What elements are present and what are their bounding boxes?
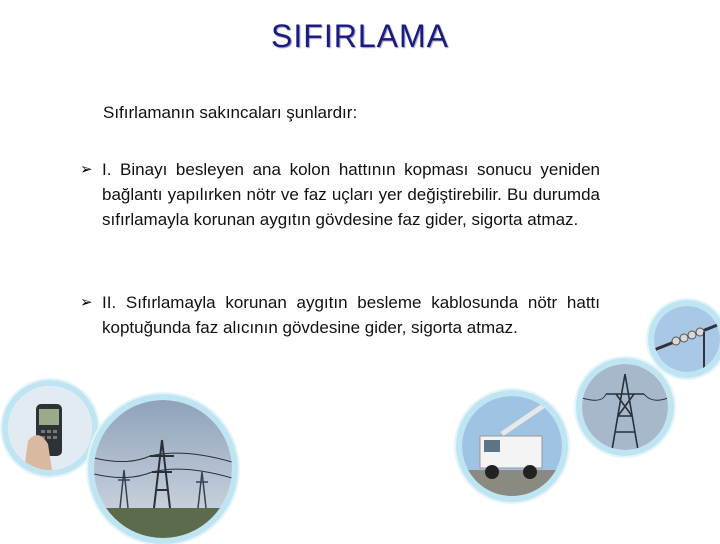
bullet-item-1 bbox=[80, 157, 600, 232]
arrow-bullet-icon: ➢ bbox=[80, 294, 93, 311]
bullet-text-1: I. Binayı besleyen ana kolon hattının kopması sonucu yeniden bağlantı yapılırken nötr ve faz uçları yer değiştirebilir. Bu durumda sıfırlamayla korunan aygıtın gövdesine faz gider, sigorta atmaz. bbox=[102, 160, 600, 229]
insulator-photo bbox=[648, 300, 720, 378]
bullet-text-2: II. Sıfırlamayla korunan aygıtın besleme kablosunda nötr hattı koptuğunda faz alıcının gövdesine gider, sigorta atmaz. bbox=[102, 293, 600, 337]
bullet-item-2 bbox=[80, 290, 600, 340]
arrow-bullet-icon: ➢ bbox=[80, 161, 93, 178]
utility-truck-photo bbox=[456, 390, 568, 502]
intro-text: Sıfırlamanın sakıncaları şunlardır: bbox=[103, 103, 358, 122]
slide-title: SIFIRLAMA bbox=[271, 18, 449, 54]
mobile-phone-photo bbox=[2, 380, 98, 476]
power-lines-photo bbox=[88, 394, 238, 544]
transmission-tower-photo bbox=[576, 358, 674, 456]
